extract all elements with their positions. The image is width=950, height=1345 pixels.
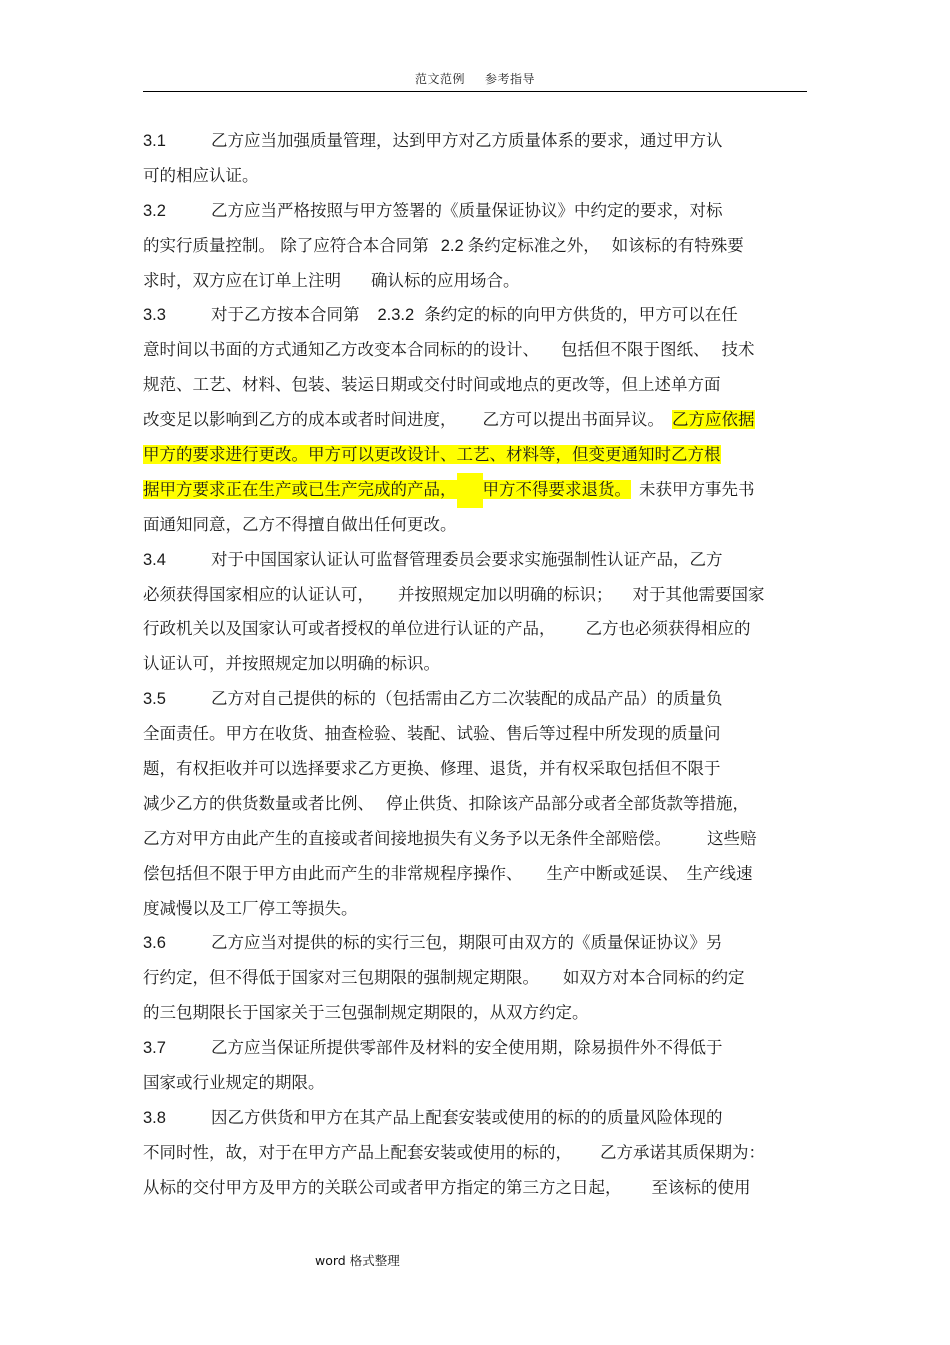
clause-text: 2.2: [440, 236, 464, 255]
clause-3-5-line-5: [143, 822, 813, 857]
clause-text: 这些赔: [707, 828, 757, 848]
clause-text: 乙方对自己提供的标的（包括需由乙方二次装配的成品产品）的质量负: [211, 689, 723, 709]
clause-text: 必须获得国家相应的认证认可，: [143, 584, 374, 604]
clause-3-5-line-4: [143, 787, 813, 822]
clause-3-4-line-3: [143, 612, 813, 647]
clause-3-4-line-1: [143, 543, 813, 578]
clause-3-7-line-2: [143, 1066, 813, 1101]
clause-3-6-line-3: [143, 996, 813, 1031]
header-rule: [143, 91, 807, 92]
clause-text: 不同时性，故，对于在甲方产品上配套安装或使用的标的，: [143, 1142, 572, 1162]
highlighted-text: 乙方应依据: [672, 410, 755, 430]
clause-3-3-line-6: [143, 473, 813, 508]
clause-3-6-line-2: [143, 961, 813, 996]
highlighted-text: 甲方的要求进行更改。甲方可以更改设计、工艺、材料等，但变更通知时乙方根: [143, 445, 721, 465]
clause-3-5-line-1: [143, 682, 813, 717]
clause-text: 可的相应认证。: [143, 165, 259, 185]
clause-text: 求时，双方应在订单上注明: [143, 270, 341, 290]
clause-text: 乙方对甲方由此产生的直接或者间接地损失有义务予以无条件全部赔偿。: [143, 828, 671, 848]
clause-text: 认证认可，并按照规定加以明确的标识。: [143, 654, 440, 674]
clause-text: 国家或行业规定的期限。: [143, 1073, 325, 1093]
clause-3-4-line-2: [143, 578, 813, 613]
clause-text: 乙方可以提出书面异议。: [482, 410, 664, 430]
clause-text: 乙方应当保证所提供零部件及材料的安全使用期，除易损件外不得低于: [211, 1038, 723, 1058]
highlighted-text: 甲方不得要求退货。: [482, 479, 631, 499]
clause-text: 未获甲方事先书: [639, 479, 755, 499]
page-footer: word 格式整理: [315, 1253, 400, 1268]
header-left-text: 范文范例: [414, 72, 465, 86]
clause-text: 对于中国国家认证认可监督管理委员会要求实施强制性认证产品，乙方: [211, 549, 723, 569]
clause-text: 减少乙方的供货数量或者比例、: [143, 793, 374, 813]
clause-number: 3.6: [143, 934, 166, 953]
clause-3-3-line-1: [143, 298, 813, 333]
clause-text: 题，有权拒收并可以选择要求乙方更换、修理、退货，并有权采取包括但不限于: [143, 759, 721, 779]
document-body: [143, 124, 813, 1206]
clause-text: 行约定，但不得低于国家对三包期限的强制规定期限。: [143, 968, 539, 988]
clause-3-7-line-1: [143, 1031, 813, 1066]
clause-text: 对于其他需要国家: [632, 584, 765, 604]
clause-text: 技术: [721, 340, 755, 360]
clause-text: 乙方承诺其质保期为：: [600, 1142, 765, 1162]
clause-3-3-line-5: [143, 438, 813, 473]
clause-text: 生产中断或延误、: [546, 863, 679, 883]
clause-text: 从标的交付甲方及甲方的关联公司或者甲方指定的第三方之日起，: [143, 1177, 622, 1197]
clause-number: 3.7: [143, 1039, 166, 1058]
clause-number: 3.3: [143, 306, 166, 325]
clause-text: 规范、工艺、材料、包装、装运日期或交付时间或地点的更改等，但上述单方面: [143, 375, 721, 395]
clause-text: 乙方应当严格按照与甲方签署的《质量保证协议》中约定的要求，对标: [211, 200, 723, 220]
clause-text: 意时间以书面的方式通知乙方改变本合同标的的设计、: [143, 340, 539, 360]
clause-text: 因乙方供货和甲方在其产品上配套安装或使用的标的的质量风险体现的: [211, 1107, 723, 1127]
clause-3-3-line-2: [143, 333, 813, 368]
clause-text: 确认标的应用场合。: [371, 270, 520, 290]
clause-text: 并按照规定加以明确的标识；: [398, 584, 613, 604]
clause-text: 乙方应当加强质量管理，达到甲方对乙方质量体系的要求，通过甲方认: [211, 131, 723, 150]
clause-text: 包括但不限于图纸、: [561, 340, 710, 360]
clause-3-2-line-1: [143, 194, 813, 229]
clause-text: 至该标的使用: [651, 1177, 751, 1197]
clause-3-2-line-2: [143, 229, 813, 264]
clause-3-8-line-2: [143, 1136, 813, 1171]
clause-text: 对于乙方按本合同第: [211, 305, 360, 325]
clause-3-3-line-4: [143, 403, 813, 438]
header-right-text: 参考指导: [485, 72, 536, 86]
clause-text: 的实行质量控制。 除了应符合本合同第: [143, 235, 429, 255]
clause-text: 改变足以影响到乙方的成本或者时间进度，: [143, 410, 457, 430]
clause-text: 乙方应当对提供的标的实行三包，期限可由双方的《质量保证协议》另: [211, 933, 723, 953]
clause-text: 如双方对本合同标的约定: [563, 968, 745, 988]
clause-3-5-line-3: [143, 752, 813, 787]
clause-3-2-line-3: [143, 264, 813, 299]
clause-text: 2.3.2: [377, 306, 415, 325]
clause-3-6-line-1: [143, 926, 813, 961]
clause-number: 3.8: [143, 1108, 166, 1127]
clause-text: 行政机关以及国家认可或者授权的单位进行认证的产品，: [143, 619, 556, 639]
clause-3-1-line-1: [143, 124, 813, 159]
clause-text: 偿包括但不限于甲方由此而产生的非常规程序操作、: [143, 863, 523, 883]
clause-text: 停止供货、扣除该产品部分或者全部货款等措施，: [386, 793, 749, 813]
page-header: [0, 70, 950, 87]
clause-number: 3.5: [143, 690, 166, 709]
clause-number: 3.2: [143, 201, 166, 220]
clause-3-8-line-1: [143, 1101, 813, 1136]
highlighted-text: 据甲方要求正在生产或已生产完成的产品，: [143, 479, 457, 499]
clause-3-1-line-2: [143, 159, 813, 194]
clause-3-5-line-2: [143, 717, 813, 752]
clause-text: 条约定的标的向甲方供货的，甲方可以在任: [424, 305, 738, 325]
clause-text: 条约定标准之外，: [467, 235, 600, 255]
clause-text: 的三包期限长于国家关于三包强制规定期限的，从双方约定。: [143, 1003, 589, 1023]
clause-text: 如该标的有特殊要: [611, 235, 744, 255]
clause-number: 3.4: [143, 550, 166, 569]
clause-text: 乙方也必须获得相应的: [585, 619, 751, 639]
clause-3-4-line-4: [143, 647, 813, 682]
clause-text: 度减慢以及工厂停工等损失。: [143, 898, 358, 918]
clause-3-8-line-3: [143, 1171, 813, 1206]
clause-text: 生产线速: [686, 863, 753, 883]
clause-3-3-line-3: [143, 368, 813, 403]
clause-3-5-line-6: [143, 857, 813, 892]
clause-text: 面通知同意，乙方不得擅自做出任何更改。: [143, 514, 457, 534]
clause-text: 全面责任。甲方在收货、抽查检验、装配、试验、售后等过程中所发现的质量问: [143, 724, 721, 744]
clause-3-3-line-7: [143, 508, 813, 543]
clause-number: 3.1: [143, 132, 166, 150]
clause-3-5-line-7: [143, 892, 813, 927]
